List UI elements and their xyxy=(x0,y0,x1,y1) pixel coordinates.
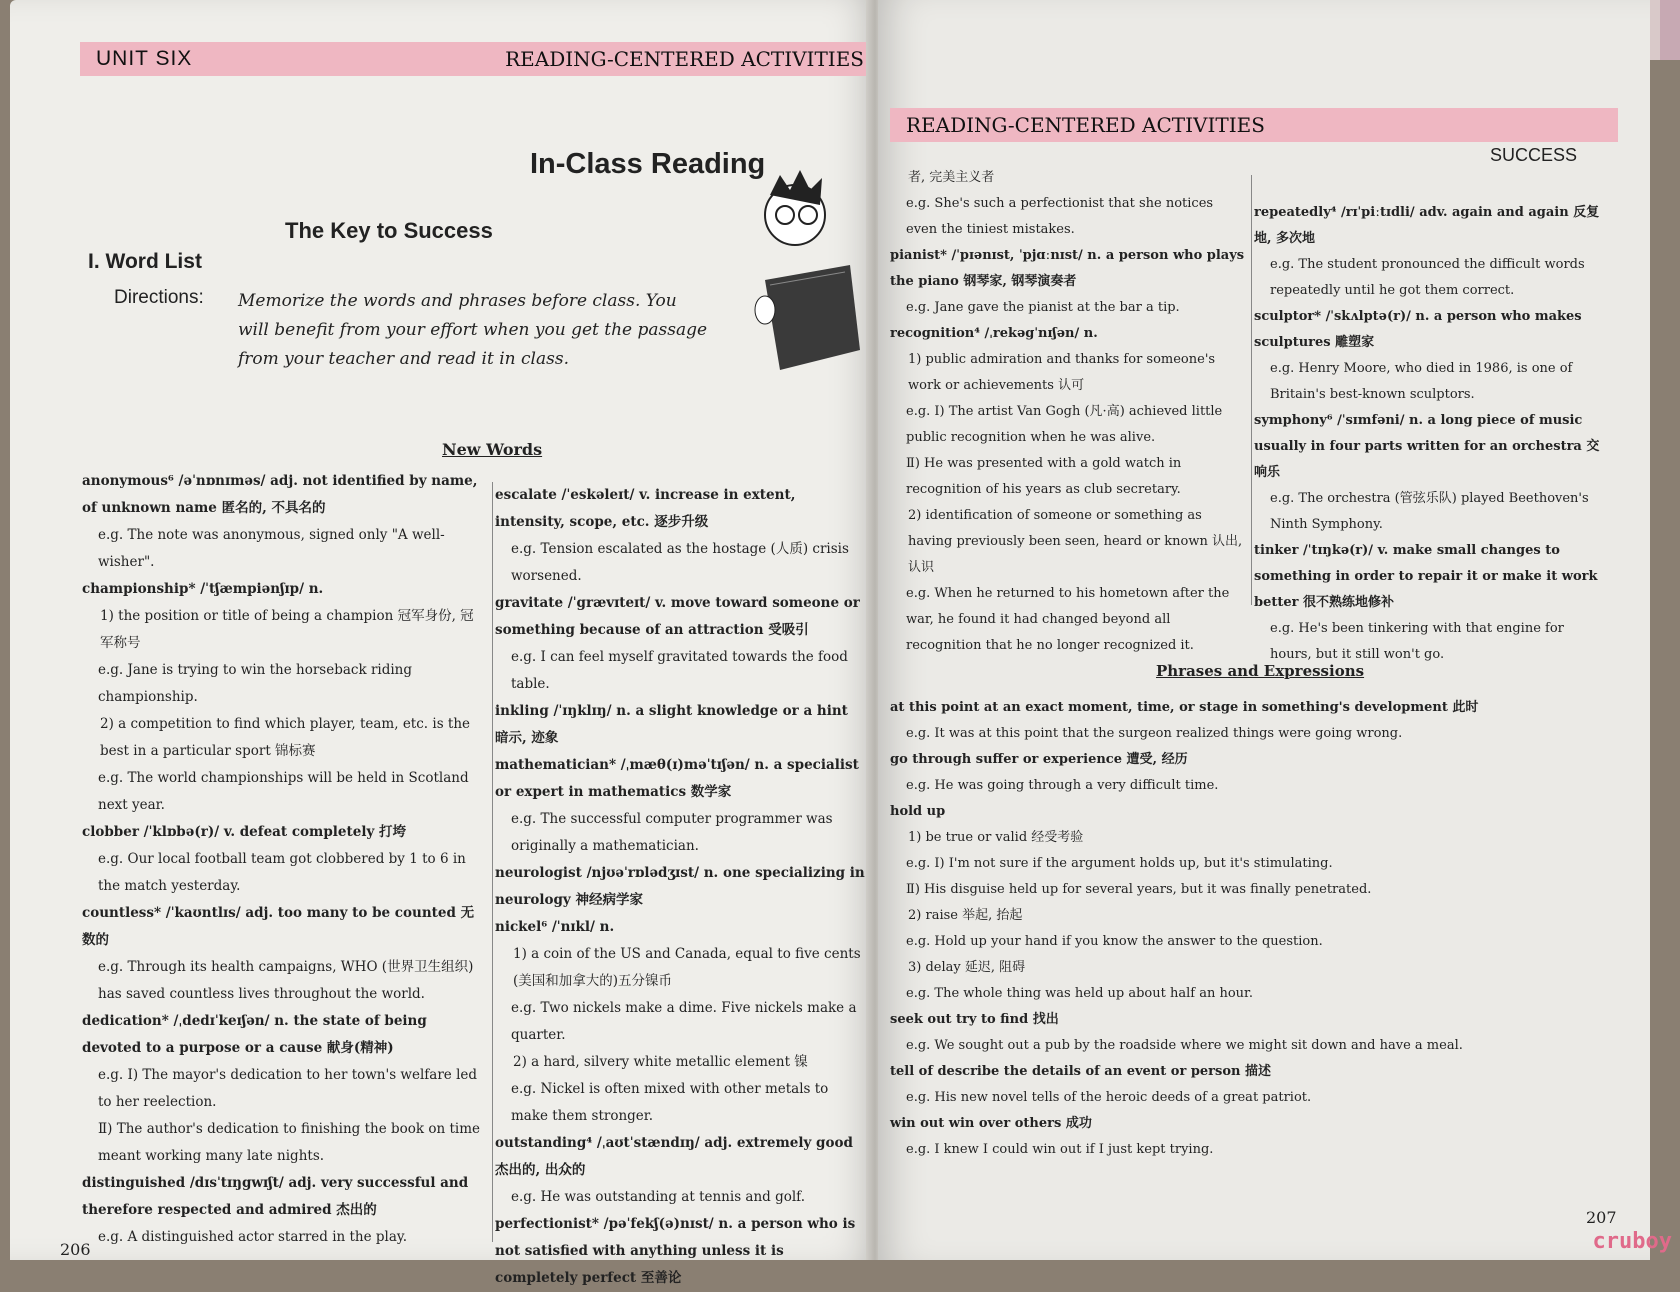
entry-example: e.g. He was going through a very difficult time. xyxy=(906,778,1219,793)
entry-headword: repeatedly⁴ /rɪˈpiːtɪdli/ adv. again and again 反复地, 多次地 xyxy=(1254,205,1600,246)
right-page xyxy=(878,0,1650,1260)
entry-headword: symphony⁶ /ˈsɪmfəni/ n. a long piece of music usually in four parts written for an orchestra 交响乐 xyxy=(1254,413,1600,480)
entry-headword: clobber /ˈklɒbə(r)/ v. defeat completely 打垮 xyxy=(82,824,406,840)
left-header-title: READING-CENTERED ACTIVITIES xyxy=(505,47,864,71)
unit-label: UNIT SIX xyxy=(96,47,193,70)
left-header-bar xyxy=(80,42,880,76)
watermark: cruboy xyxy=(1592,1229,1672,1254)
entry-headword: neurologist /njʊəˈrɒlədʒɪst/ n. one specializing in neurology 神经病学家 xyxy=(495,865,865,908)
section-heading: I. Word List xyxy=(88,250,202,273)
entry-sense: 1) be true or valid 经受考验 xyxy=(908,830,1084,845)
right-header-title: READING-CENTERED ACTIVITIES xyxy=(906,113,1265,137)
entry-headword: perfectionist* /pəˈfekʃ(ə)nɪst/ n. a person who is not satisfied with anything unless it is completely perfect 至善论 xyxy=(495,1216,856,1286)
entry-headword: inkling /ˈɪŋklɪŋ/ n. a slight knowledge or a hint 暗示, 迹象 xyxy=(495,703,848,746)
entry-sense: 2) a hard, silvery white metallic element 镍 xyxy=(513,1054,808,1070)
entry-sense: 1) the position or title of being a champion 冠军身份, 冠军称号 xyxy=(100,608,474,651)
entry-headword: dedication* /ˌdedɪˈkeɪʃən/ n. the state of being devoted to a purpose or a cause 献身(精神) xyxy=(82,1013,427,1056)
word-list-column-4 xyxy=(1254,200,1604,668)
entry-example: e.g. Tension escalated as the hostage (人质) crisis worsened. xyxy=(511,541,849,584)
entry-headword: tell of describe the details of an event or person 描述 xyxy=(890,1064,1271,1079)
left-page xyxy=(10,0,880,1286)
entry-headword: championship* /ˈtʃæmpiənʃɪp/ n. xyxy=(82,581,324,597)
entry-example: e.g. A distinguished actor starred in the play. xyxy=(98,1229,408,1245)
entry-example: e.g. It was at this point that the surgeon realized things were going wrong. xyxy=(906,726,1403,741)
entry-example: e.g. The student pronounced the difficult words repeatedly until he got them correct. xyxy=(1270,257,1585,298)
entry-example: e.g. Two nickels make a dime. Five nickels make a quarter. xyxy=(511,1000,857,1043)
word-list-column-2 xyxy=(495,482,865,1292)
entry-example: e.g. The orchestra (管弦乐队) played Beethoven's Ninth Symphony. xyxy=(1270,491,1589,532)
entry-sense: 2) a competition to find which player, team, etc. is the best in a particular sport 锦标赛 xyxy=(100,716,471,759)
entry-example: e.g. Ⅰ) The artist Van Gogh (凡·高) achieved little public recognition when he was alive. xyxy=(906,404,1223,445)
entry-headword: recognition⁴ /ˌrekəgˈnɪʃən/ n. xyxy=(890,326,1098,341)
right-header-bar xyxy=(890,108,1618,142)
entry-example: e.g. Through its health campaigns, WHO (世界卫生组织) has saved countless lives throughout the world. xyxy=(98,959,474,1002)
entry-headword: go through suffer or experience 遭受, 经历 xyxy=(890,752,1188,767)
entry-sense: 1) public admiration and thanks for someone's work or achievements 认可 xyxy=(908,352,1216,393)
entry-headword: outstanding⁴ /ˌaʊtˈstændɪŋ/ adj. extremely good 杰出的, 出众的 xyxy=(495,1135,853,1178)
column-divider-right xyxy=(1251,175,1252,605)
entry-headword: nickel⁶ /ˈnɪkl/ n. xyxy=(495,919,615,935)
entry-example: e.g. His new novel tells of the heroic deeds of a great patriot. xyxy=(906,1090,1312,1105)
entry-example: e.g. She's such a perfectionist that she notices even the tiniest mistakes. xyxy=(906,196,1214,237)
entry-example: Ⅱ) His disguise held up for several years, but it was finally penetrated. xyxy=(906,882,1372,897)
entry-headword: win out win over others 成功 xyxy=(890,1116,1092,1131)
right-header-label: SUCCESS xyxy=(1490,145,1578,165)
entry-headword: sculptor* /ˈskʌlptə(r)/ n. a person who makes sculptures 雕塑家 xyxy=(1254,309,1582,350)
directions-label: Directions: xyxy=(114,287,204,308)
reader-illustration xyxy=(710,160,860,370)
entry-example: e.g. The whole thing was held up about half an hour. xyxy=(906,986,1253,1001)
entry-headword: escalate /ˈeskəleɪt/ v. increase in extent, intensity, scope, etc. 逐步升级 xyxy=(495,487,796,530)
entry-example: e.g. When he returned to his hometown after the war, he found it had changed beyond all recognition that he no longer recognized it. xyxy=(906,586,1230,653)
entry-headword: countless* /ˈkaʊntlɪs/ adj. too many to be counted 无数的 xyxy=(82,905,475,948)
directions-text: Memorize the words and phrases before class. You will benefit from your effort when you get the passage from your teacher and read it in class. xyxy=(238,291,708,369)
entry-example: e.g. The world championships will be held in Scotland next year. xyxy=(98,770,469,813)
column-divider xyxy=(492,482,493,1242)
left-page-number: 206 xyxy=(60,1240,91,1259)
entry-example: e.g. Nickel is often mixed with other metals to make them stronger. xyxy=(511,1081,829,1124)
entry-example: e.g. He's been tinkering with that engine for hours, but it still won't go. xyxy=(1270,621,1564,662)
entry-sense: 3) delay 延迟, 阻碍 xyxy=(908,960,1026,975)
subtitle: The Key to Success xyxy=(285,218,493,243)
phrases-heading: Phrases and Expressions xyxy=(1156,662,1365,680)
entry-example: e.g. I knew I could win out if I just kept trying. xyxy=(906,1142,1214,1157)
entry-sense: 者, 完美主义者 xyxy=(908,170,995,185)
entry-example: e.g. Our local football team got clobbered by 1 to 6 in the match yesterday. xyxy=(98,851,466,894)
entry-sense: 1) a coin of the US and Canada, equal to five cents (美国和加拿大的)五分镍币 xyxy=(513,946,861,989)
entry-sense: 2) raise 举起, 抬起 xyxy=(908,908,1023,923)
entry-example: e.g. Ⅰ) I'm not sure if the argument holds up, but it's stimulating. xyxy=(906,856,1333,871)
right-page-number: 207 xyxy=(1586,1208,1617,1227)
entry-example: e.g. We sought out a pub by the roadside where we might sit down and have a meal. xyxy=(906,1038,1463,1053)
entry-headword: mathematician* /ˌmæθ(ɪ)məˈtɪʃən/ n. a specialist or expert in mathematics 数学家 xyxy=(495,757,859,800)
entry-example: e.g. Jane is trying to win the horseback riding championship. xyxy=(98,662,413,705)
phrases-list xyxy=(890,695,1590,1163)
entry-example: Ⅱ) The author's dedication to finishing the book on time meant working many late nights. xyxy=(98,1121,480,1164)
entry-example: e.g. The note was anonymous, signed only "A well-wisher". xyxy=(98,527,445,570)
entry-headword: hold up xyxy=(890,804,946,819)
entry-example: Ⅱ) He was presented with a gold watch in recognition of his years as club secretary. xyxy=(906,456,1182,497)
entry-example: e.g. Henry Moore, who died in 1986, is one of Britain's best-known sculptors. xyxy=(1270,361,1573,402)
word-list-column-3 xyxy=(890,165,1245,659)
entry-headword: at this point at an exact moment, time, or stage in something's development 此时 xyxy=(890,700,1479,715)
word-list-column-1 xyxy=(82,468,482,1251)
entry-headword: gravitate /ˈgrævɪteɪt/ v. move toward someone or something because of an attraction 受吸引 xyxy=(495,595,860,638)
entry-example: e.g. He was outstanding at tennis and golf. xyxy=(511,1189,805,1205)
entry-example: e.g. Hold up your hand if you know the answer to the question. xyxy=(906,934,1323,949)
entry-example: e.g. Ⅰ) The mayor's dedication to her town's welfare led to her reelection. xyxy=(98,1067,478,1110)
entry-example: e.g. Jane gave the pianist at the bar a tip. xyxy=(906,300,1180,315)
new-words-heading: New Words xyxy=(442,440,543,459)
page-title: In-Class Reading xyxy=(530,148,766,180)
entry-headword: anonymous⁶ /əˈnɒnɪməs/ adj. not identified by name, of unknown name 匿名的, 不具名的 xyxy=(82,473,478,516)
entry-example: e.g. The successful computer programmer was originally a mathematician. xyxy=(511,811,833,854)
entry-headword: seek out try to find 找出 xyxy=(890,1012,1059,1027)
entry-headword: pianist* /ˈpɪənɪst, ˈpjɑːnɪst/ n. a person who plays the piano 钢琴家, 钢琴演奏者 xyxy=(890,248,1245,289)
entry-headword: distinguished /dɪsˈtɪŋgwɪʃt/ adj. very successful and therefore respected and admired 杰出的 xyxy=(82,1175,469,1218)
entry-headword: tinker /ˈtɪŋkə(r)/ v. make small changes to something in order to repair it or make it work better 很不熟练地修补 xyxy=(1254,543,1598,610)
entry-sense: 2) identification of someone or something as having previously been seen, heard or known 认出, 认识 xyxy=(908,508,1243,575)
entry-example: e.g. I can feel myself gravitated towards the food table. xyxy=(511,649,848,692)
